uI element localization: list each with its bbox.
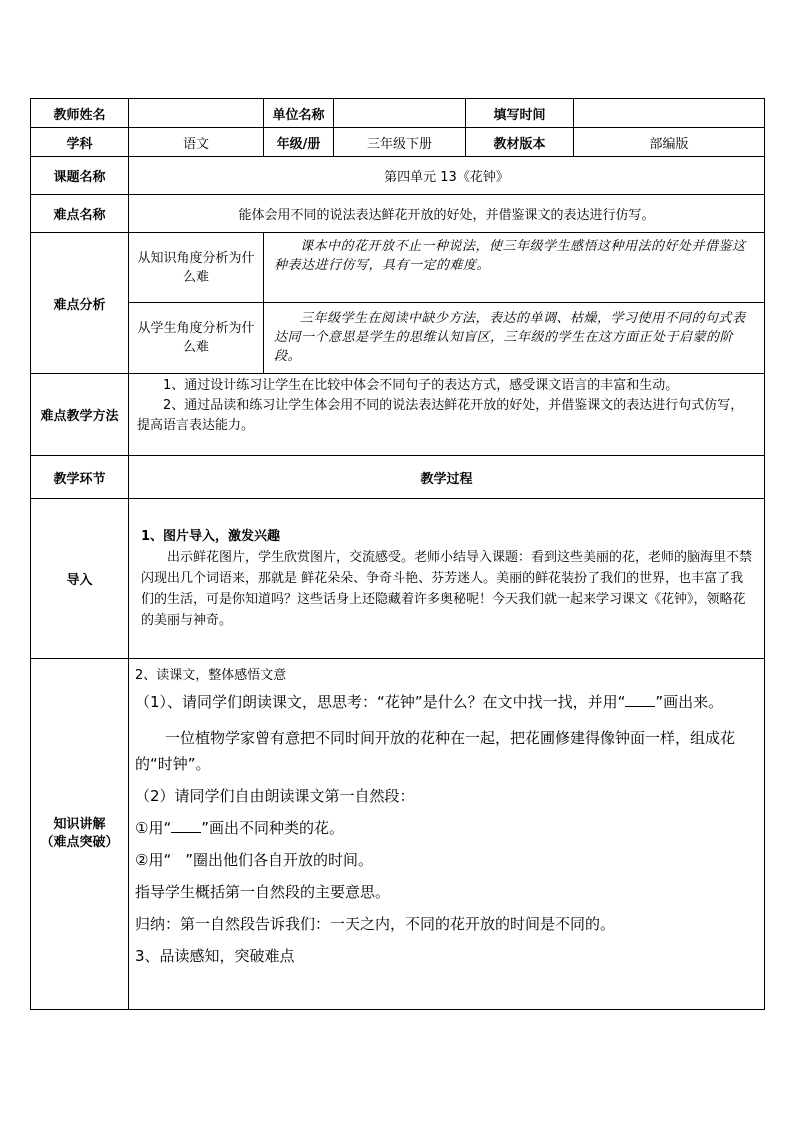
underline-blank [171,820,201,833]
knowledge-angle-text: 课本中的花开放不止一种说法，使三年级学生感悟这种用法的好处并借鉴这种表达进行仿写，具有一定的难度。 [264,233,765,303]
unit-label: 单位名称 [264,99,334,128]
knowledge-angle-label: 从知识角度分析为什么难 [129,233,264,303]
teacher-name-label: 教师姓名 [31,99,129,128]
method-row [31,374,765,456]
question-2: （2）请同学们自由朗读课文第一自然段： [135,787,415,805]
intro-label: 导入 [31,499,129,659]
fill-time-label: 填写时间 [466,99,574,128]
subject-label: 学科 [31,128,129,157]
knowledge-label [31,659,129,1010]
knowledge-row [31,659,765,1010]
step-2: 2、读课文，整体感悟文意 [135,668,287,683]
grade-label: 年级/册 [264,128,334,157]
teacher-name-value[interactable] [129,99,264,128]
edition-value: 部编版 [574,128,765,157]
summary-text: 归纳：第一自然段告诉我们：一天之内，不同的花开放的时间是不同的。 [135,915,616,933]
analysis-knowledge-row [31,233,765,303]
grade-value: 三年级下册 [334,128,466,157]
intro-heading: 1、图片导入，激发兴趣 [141,529,281,544]
lesson-row [31,157,765,195]
student-angle-label: 从学生角度分析为什么难 [129,303,264,374]
difficulty-label: 难点名称 [31,195,129,233]
intro-row [31,499,765,659]
lesson-label: 课题名称 [31,157,129,195]
difficulty-row [31,195,765,233]
task-2: ②用“ ”圈出他们各自开放的时间。 [135,851,373,869]
knowledge-content [129,659,765,1010]
question-1: （1）、请同学们朗读课文，思思考：“花钟”是什么？在文中找一找，并用“ ”画出来。 [135,693,724,711]
knowledge-label-line2: （难点突破） [40,835,119,850]
edition-label: 教材版本 [466,128,574,157]
method-label: 难点教学方法 [31,374,129,456]
unit-value[interactable] [334,99,466,128]
intro-text: 出示鲜花图片，学生欣赏图片，交流感受。老师小结导入课题：看到这些美丽的花，老师的脑海里不禁闪现出几个词语来，那就是 鲜花朵朵、争奇斗艳、芬芳迷人。美丽的鲜花装扮了我们的世界，也丰富了我们的生活，可是你知道吗？这些话身上还隐藏着许多奥秘呢！今天我们就一起来学习课文《花钟》，领略花的美丽与神奇。 [141,550,753,628]
underline-blank [625,694,655,707]
stage-header: 教学环节 [31,456,129,499]
task-1: ①用“ ”画出不同种类的花。 [135,819,344,837]
analysis-label: 难点分析 [31,233,129,374]
lesson-plan-table [30,98,765,1010]
intro-content [129,499,765,659]
lesson-title: 第四单元 13《花钟》 [129,157,765,195]
fill-time-value[interactable] [574,99,765,128]
header-row [31,99,765,128]
process-header: 教学过程 [129,456,765,499]
subject-value: 语文 [129,128,264,157]
method-item-1: 1、通过设计练习让学生在比较中体会不同句子的表达方式，感受课文语言的丰富和生动。 [163,378,679,393]
guide-text: 指导学生概括第一自然段的主要意思。 [135,883,391,901]
method-content [129,374,765,456]
process-header-row [31,456,765,499]
knowledge-label-line1: 知识讲解 [53,817,106,832]
analysis-student-row [31,303,765,374]
step-3: 3、品读感知，突破难点 [135,947,295,965]
subject-row [31,128,765,157]
method-item-2: 2、通过品读和练习让学生体会用不同的说法表达鲜花开放的好处，并借鉴课文的表达进行句式仿写，提高语言表达能力。 [137,398,744,433]
difficulty-value: 能体会用不同的说法表达鲜花开放的好处，并借鉴课文的表达进行仿写。 [129,195,765,233]
student-angle-text: 三年级学生在阅读中缺少方法，表达的单调、枯燥，学习使用不同的句式表达同一个意思是学生的思维认知盲区，三年级的学生在这方面正处于启蒙的阶段。 [264,303,765,374]
answer-1: 一位植物学家曾有意把不同时间开放的花种在一起，把花圃修建得像钟面一样，组成花的“时钟”。 [135,729,736,773]
